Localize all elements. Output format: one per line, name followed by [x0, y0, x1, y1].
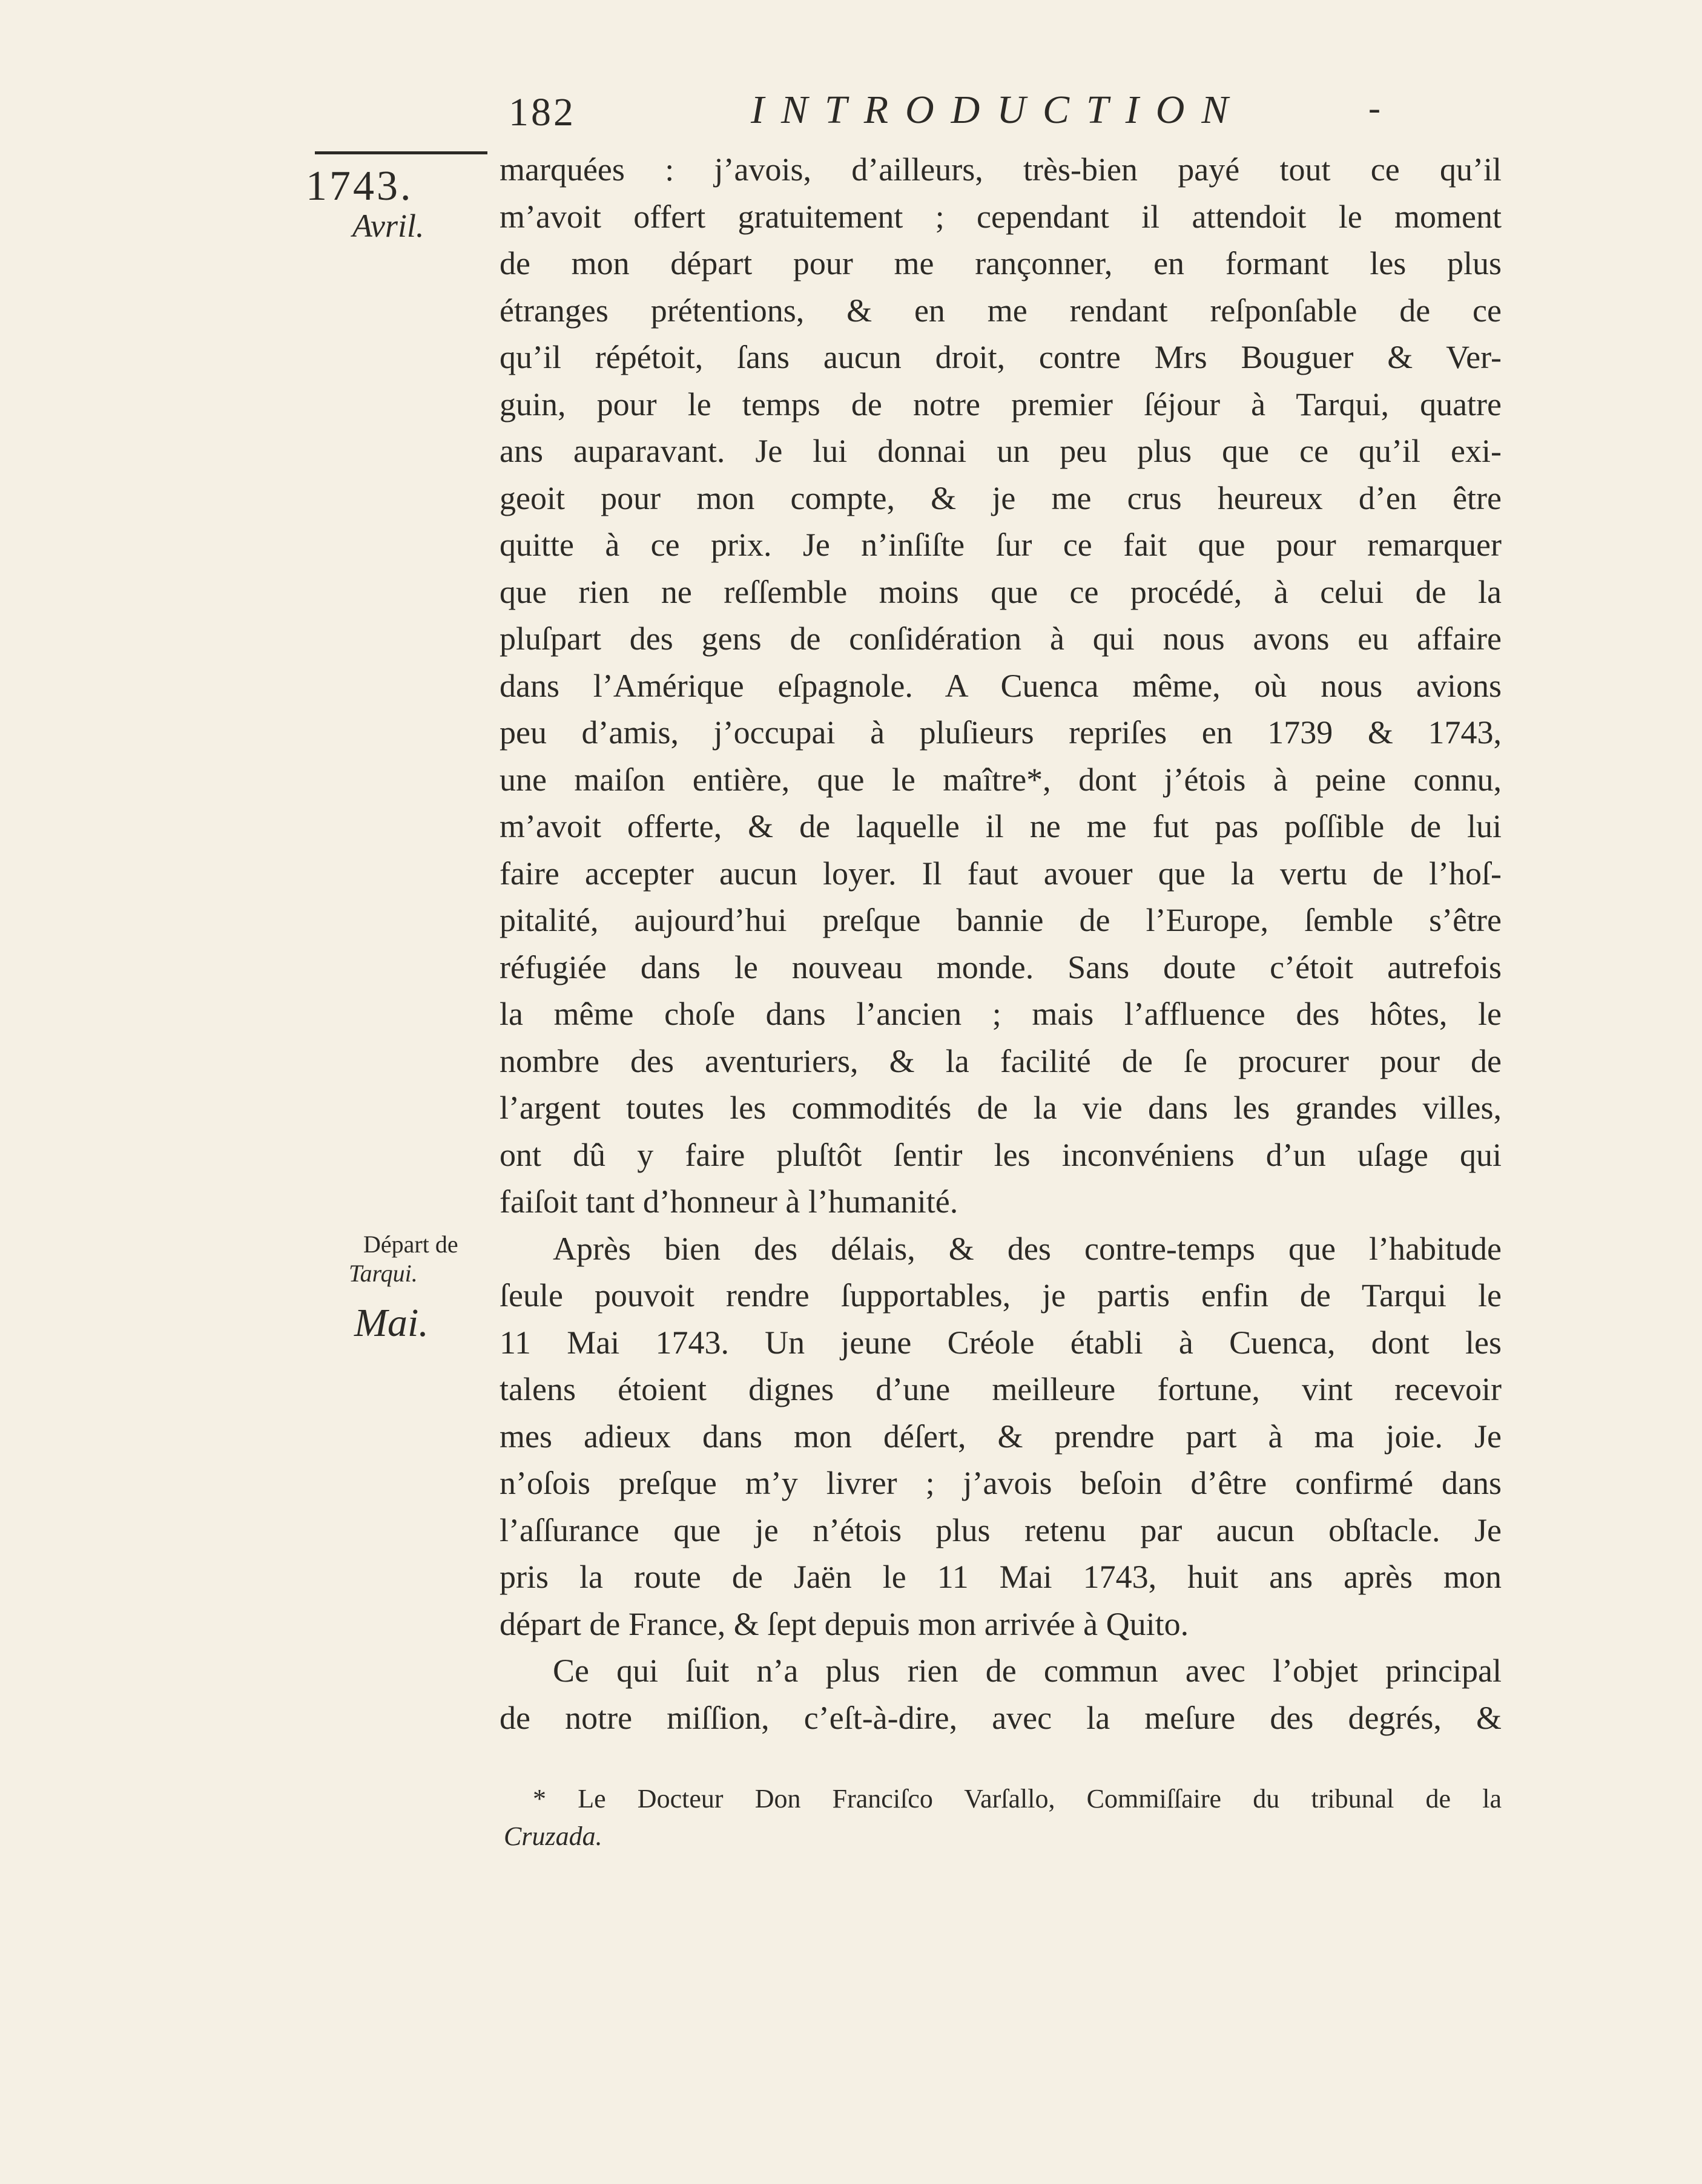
- text-line: pris la route de Jaën le 11 Mai 1743, huit ans après mon: [500, 1559, 1502, 1595]
- text-line: mes adieux dans mon déſert, & prendre part à ma joie. Je: [500, 1418, 1502, 1455]
- text-line: faire accepter aucun loyer. Il faut avouer que la vertu de l’hoſ-: [500, 855, 1502, 892]
- text-line: ont dû y faire pluſtôt ſentir les inconvéniens d’un uſage qui: [500, 1136, 1502, 1173]
- margin-month-april: Avril.: [352, 208, 424, 244]
- margin-rule: [315, 151, 487, 154]
- text-line: ans auparavant. Je lui donnai un peu plus que ce qu’il exi-: [500, 433, 1502, 469]
- text-line: quitte à ce prix. Je n’inſiſte ſur ce fait que pour remarquer: [500, 527, 1502, 563]
- margin-note-depart-line2: Tarqui.: [349, 1260, 418, 1287]
- text-line: Après bien des délais, & des contre-temps que l’habitude: [553, 1230, 1502, 1267]
- text-line: ſeule pouvoit rendre ſupportables, je partis enfin de Tarqui le: [500, 1277, 1502, 1314]
- text-line: peu d’amis, j’occupai à pluſieurs repriſes en 1739 & 1743,: [500, 714, 1502, 751]
- text-line: que rien ne reſſemble moins que ce procédé, à celui de la: [500, 573, 1502, 610]
- text-line: Ce qui ſuit n’a plus rien de commun avec l’objet principal: [553, 1653, 1502, 1689]
- text-line: geoit pour mon compte, & je me crus heureux d’en être: [500, 479, 1502, 516]
- footnote-line1: * Le Docteur Don Franciſco Varſallo, Commiſſaire du tribunal de la: [533, 1784, 1502, 1814]
- text-line: m’avoit offerte, & de laquelle il ne me fut pas poſſible de lui: [500, 808, 1502, 844]
- margin-month-may: Mai.: [354, 1301, 429, 1345]
- text-line: la même choſe dans l’ancien ; mais l’affluence des hôtes, le: [500, 996, 1502, 1032]
- footnote-line2: Cruzada.: [504, 1821, 602, 1851]
- text-line: pluſpart des gens de conſidération à qui nous avons eu affaire: [500, 620, 1502, 657]
- text-line: marquées : j’avois, d’ailleurs, très-bien payé tout ce qu’il: [500, 151, 1502, 188]
- text-line: talens étoient dignes d’une meilleure fortune, vint recevoir: [500, 1371, 1502, 1407]
- text-line: faiſoit tant d’honneur à l’humanité.: [500, 1183, 958, 1220]
- text-line: n’oſois preſque m’y livrer ; j’avois beſoin d’être confirmé dans: [500, 1465, 1502, 1501]
- text-line: guin, pour le temps de notre premier ſéjour à Tarqui, quatre: [500, 386, 1502, 423]
- margin-year: 1743.: [306, 163, 414, 209]
- text-line: l’argent toutes les commodités de la vie dans les grandes villes,: [500, 1090, 1502, 1126]
- text-line: de mon départ pour me rançonner, en formant les plus: [500, 245, 1502, 281]
- text-line: pitalité, aujourd’hui preſque bannie de l’Europe, ſemble s’être: [500, 902, 1502, 938]
- page-number: 182: [509, 90, 576, 134]
- text-line: départ de France, & ſept depuis mon arrivée à Quito.: [500, 1605, 1189, 1642]
- margin-note-depart: [349, 1230, 458, 1288]
- text-line: nombre des aventuriers, & la facilité de ſe procurer pour de: [500, 1042, 1502, 1079]
- text-line: une maiſon entière, que le maître*, dont j’étois à peine connu,: [500, 761, 1502, 798]
- footnote: [504, 1780, 1502, 1855]
- text-line: réfugiée dans le nouveau monde. Sans doute c’étoit autrefois: [500, 949, 1502, 985]
- header-dash: -: [1368, 88, 1380, 128]
- text-line: dans l’Amérique eſpagnole. A Cuenca même, où nous avions: [500, 667, 1502, 704]
- running-title: INTRODUCTION: [751, 88, 1245, 132]
- text-line: de notre miſſion, c’eſt-à-dire, avec la meſure des degrés, &: [500, 1699, 1502, 1736]
- page-header: [509, 84, 1477, 138]
- text-line: m’avoit offert gratuitement ; cependant il attendoit le moment: [500, 198, 1502, 235]
- text-line: l’aſſurance que je n’étois plus retenu par aucun obſtacle. Je: [500, 1511, 1502, 1548]
- text-line: étranges prétentions, & en me rendant reſponſable de ce: [500, 292, 1502, 329]
- main-text: [500, 146, 1502, 1742]
- text-line: qu’il répétoit, ſans aucun droit, contre Mrs Bouguer & Ver-: [500, 339, 1502, 375]
- margin-note-depart-line1: Départ de: [363, 1231, 458, 1258]
- text-line: 11 Mai 1743. Un jeune Créole établi à Cuenca, dont les: [500, 1324, 1502, 1361]
